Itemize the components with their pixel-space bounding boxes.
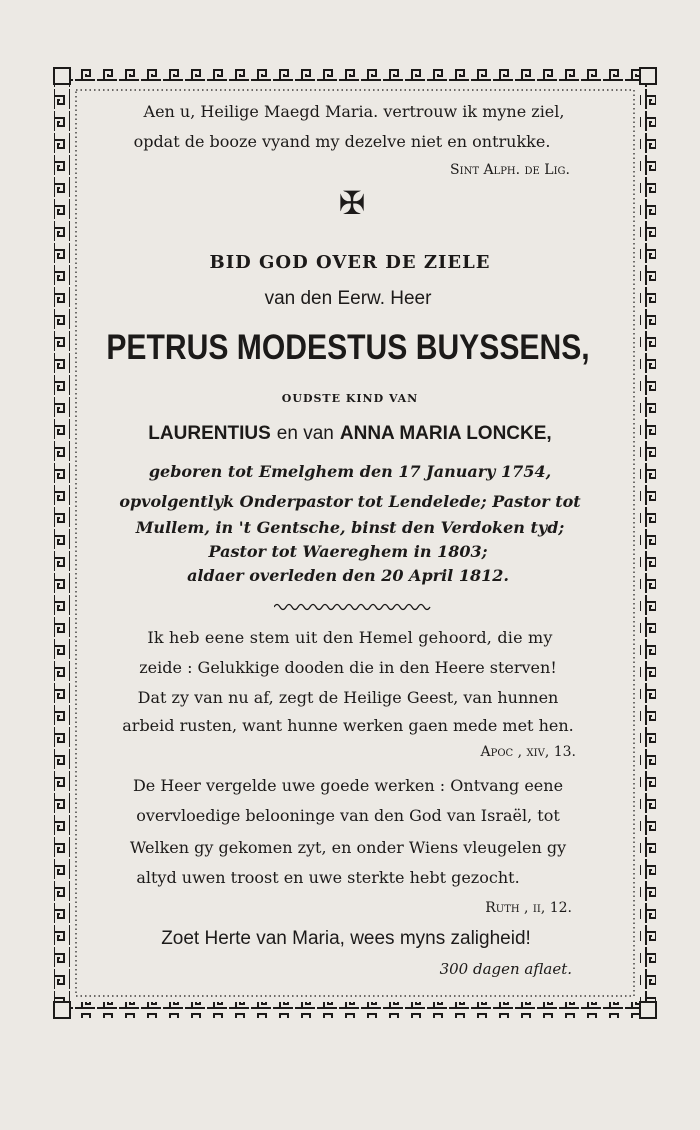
scripture2-line-4: altyd uwen troost en uwe sterkte hebt gezocht.: [136, 868, 520, 887]
heading-title: BID GOD OVER DE ZIELE: [209, 252, 491, 273]
wavy-divider-icon: [274, 602, 434, 612]
scripture1-line-2: zeide : Gelukkige dooden die in den Heere sterven!: [139, 658, 557, 677]
prayer-line-2: opdat de booze vyand my dezelve niet en ontrukke.: [133, 132, 551, 151]
mother-name: ANNA MARIA LONCKE,: [339, 423, 552, 444]
parents-line: [66, 422, 634, 445]
scripture2-line-1: De Heer vergelde uwe goede werken : Ontvang eene: [132, 776, 564, 795]
bio-line-5: aldaer overleden den 20 April 1812.: [187, 566, 509, 585]
scripture1-line-1: Ik heb eene stem uit den Hemel gehoord, die my: [147, 628, 553, 647]
father-name: LAURENTIUS: [148, 423, 271, 444]
closing-invocation: Zoet Herte van Maria, wees myns zaligheid!: [161, 928, 531, 949]
scripture1-line-3: Dat zy van nu af, zegt de Heilige Geest, van hunnen: [137, 688, 559, 707]
eldest-child-label: OUDSTE KIND VAN: [281, 392, 419, 405]
prayer-line-1: Aen u, Heilige Maegd Maria. vertrouw ik myne ziel,: [143, 102, 565, 121]
scripture2-reference: Ruth , ii, 12.: [485, 900, 572, 916]
bio-line-2: opvolgentlyk Onderpastor tot Lendelede; Pastor tot: [119, 492, 581, 511]
scripture2-line-2: overvloedige belooninge van den God van Israël, tot: [136, 806, 560, 825]
deceased-name: PETRUS MODESTUS BUYSSENS,: [106, 328, 590, 367]
parents-connector: en van: [276, 423, 334, 444]
bio-line-1: geboren tot Emelghem den 17 January 1754,: [148, 462, 552, 481]
heading-subtitle: van den Eerw. Heer: [264, 288, 432, 309]
indulgence-note: 300 dagen aflaet.: [439, 960, 572, 978]
scripture1-line-4: arbeid rusten, want hunne werken gaen mede met hen.: [122, 716, 574, 735]
scripture1-reference: Apoc , xiv, 13.: [480, 744, 576, 760]
prayer-attribution: Sint Alph. de Lig.: [450, 162, 570, 178]
cross-icon: ✠: [338, 184, 366, 222]
bio-line-4: Pastor tot Waereghem in 1803;: [208, 542, 488, 561]
bio-line-3: Mullem, in 't Gentsche, binst den Verdoken tyd;: [135, 518, 565, 537]
scripture2-line-3: Welken gy gekomen zyt, en onder Wiens vleugelen gy: [129, 838, 567, 857]
